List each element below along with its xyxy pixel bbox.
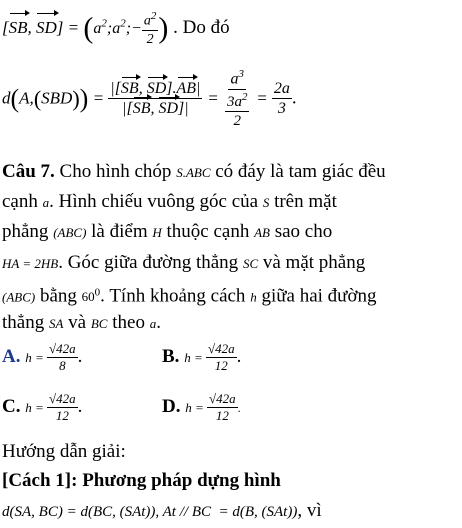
problem-text: sao cho [269, 221, 333, 242]
problem-text: phẳng [2, 221, 54, 242]
option-denominator: 12 [215, 408, 229, 424]
option-numerator: √42a [209, 391, 236, 406]
problem-text: là điểm [86, 221, 153, 242]
method-heading: [Cách 1]: Phương pháp dựng hình [2, 470, 281, 491]
option-b[interactable]: B. h = $\frac{√42a}{12}$ . [162, 341, 242, 374]
problem-text: và mặt phẳng [258, 252, 366, 273]
problem-line-4: HA = 2HB. Góc giữa đường thẳng SC và mặt phẳng [2, 252, 366, 273]
problem-text: . Tính khoảng cách [100, 285, 251, 307]
problem-line-5: (ABC) bằng $60^0$. Tính khoảng cách h giữa hai đường [2, 285, 377, 307]
problem-text: trên mặt [269, 191, 337, 212]
question-label: Câu 7. [2, 161, 55, 182]
problem-text: theo [107, 312, 150, 333]
option-denominator: 12 [214, 358, 228, 374]
option-letter: C. [2, 396, 21, 418]
option-numerator: √42a [49, 341, 76, 356]
option-denominator: 12 [55, 408, 69, 424]
problem-line-6: thẳng SA và BC theo a. [2, 312, 161, 333]
problem-text: và [63, 312, 91, 333]
line2-end: . [291, 87, 297, 109]
last-formula-line: d(SA, BC) = d(BC, (SAt)), At // BC = d(B, (SAt)), vì [2, 500, 322, 521]
problem-text: có đáy là tam giác đều [210, 161, 386, 182]
guide-heading: Hướng dẫn giải: [2, 441, 126, 462]
problem-line-2: cạnh a. Hình chiếu vuông góc của S trên mặt [2, 191, 337, 212]
problem-text: . Hình chiếu vuông góc của [49, 191, 263, 212]
problem-line-1: Câu 7. Cho hình chóp S.ABC có đáy là tam giác đều [2, 161, 386, 182]
option-denominator: 8 [59, 358, 66, 374]
problem-text: bằng [35, 285, 82, 307]
problem-text: thẳng [2, 312, 49, 333]
problem-text: . Góc giữa đường thẳng [58, 252, 243, 273]
cross-product-line: [SB, $SD] = (a^2;a^2;-$ $\frac{a^2}{2}$ ) . Do đó [2, 10, 230, 48]
answer-denominator: 3 [277, 100, 286, 118]
option-c[interactable]: C. h = $\frac{√42a}{12}$ . [2, 391, 83, 424]
problem-text: . [156, 312, 161, 333]
problem-line-3: phẳng (ABC) là điểm H thuộc cạnh AB sao cho [2, 221, 333, 242]
line1-text: . Do đó [173, 17, 230, 39]
option-letter: A. [2, 346, 21, 368]
problem-text: thuộc cạnh [161, 221, 255, 242]
problem-text: Cho hình chóp [54, 161, 177, 182]
distance-formula: d(A,(SBD)) = $\frac{|[SB, SD].AB|}{|[SB, SD]|}$ = $\frac{a^3}{\frac{3a^2}{2}}$ = $\frac{2a}{3}$ . [2, 68, 297, 130]
option-letter: B. [162, 346, 180, 368]
problem-text: giữa hai đường [256, 285, 377, 307]
option-a[interactable]: A. h = $\frac{√42a}{8}$ . [2, 341, 83, 374]
option-numerator: √42a [49, 391, 76, 406]
option-letter: D. [162, 396, 181, 418]
answer-numerator: 2a [272, 80, 292, 100]
option-numerator: √42a [207, 341, 235, 356]
last-text: , vì [297, 500, 322, 521]
option-d[interactable]: D. h = $\frac{√42a}{12}$ . [162, 391, 241, 424]
problem-text: cạnh [2, 191, 43, 212]
